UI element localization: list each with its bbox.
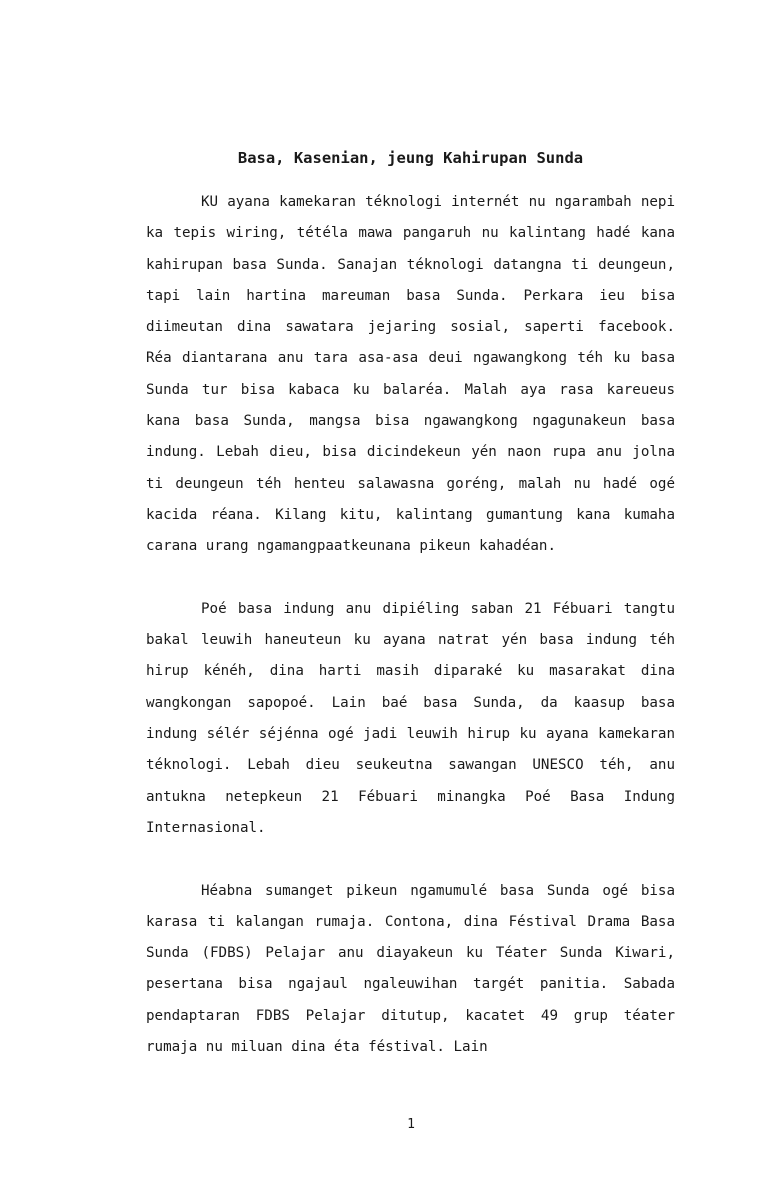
document-title: Basa, Kasenian, jeung Kahirupan Sunda — [237, 149, 584, 167]
document-body — [146, 187, 675, 1063]
paragraph-3: Héabna sumanget pikeun ngamumulé basa Sunda ogé bisa karasa ti kalangan rumaja. Contona, dina Féstival Drama Basa Sunda (FDBS) Pelajar anu diayakeun ku Téater Sunda Kiwari, pesertana bisa ngajaul ngaleuwihan targét panitia. Sabada pendaptaran FDBS Pelajar ditutup, kacatet 49 grup téater rumaja nu miluan dina éta féstival. Lain — [146, 882, 675, 1056]
page-number: 1 — [407, 1117, 415, 1132]
paragraph-1: KU ayana kamekaran téknologi internét nu ngarambah nepi ka tepis wiring, tétéla mawa pangaruh nu kalintang hadé kana kahirupan basa Sunda. Sanajan téknologi datangna ti deungeun, tapi lain hartina mareuman basa Sunda. Perkara ieu bisa diimeutan dina sawatara jejaring sosial, saperti facebook. Réa diantarana anu tara asa-asa deui ngawangkong téh ku basa Sunda tur bisa kabaca ku balaréa. Malah aya rasa kareueus kana basa Sunda, mangsa bisa ngawangkong ngagunakeun basa indung. Lebah dieu, bisa dicindekeun yén naon rupa anu jolna ti deungeun téh henteu salawasna goréng, malah nu hadé ogé kacida réana. Kilang kitu, kalintang gumantung kana kumaha carana urang ngamangpaatkeunana pikeun kahadéan. — [146, 194, 675, 555]
paragraph-2: Poé basa indung anu dipiéling saban 21 Fébuari tangtu bakal leuwih haneuteun ku ayana natrat yén basa indung téh hirup kénéh, dina harti masih diparaké ku masarakat dina wangkongan sapopoé. Lain baé basa Sunda, da kaasup basa indung sélér séjénna ogé jadi leuwih hirup ku ayana kamekaran téknologi. Lebah dieu seukeutna sawangan UNESCO téh, anu antukna netepkeun 21 Fébuari minangka Poé Basa Indung Internasional. — [146, 600, 675, 836]
